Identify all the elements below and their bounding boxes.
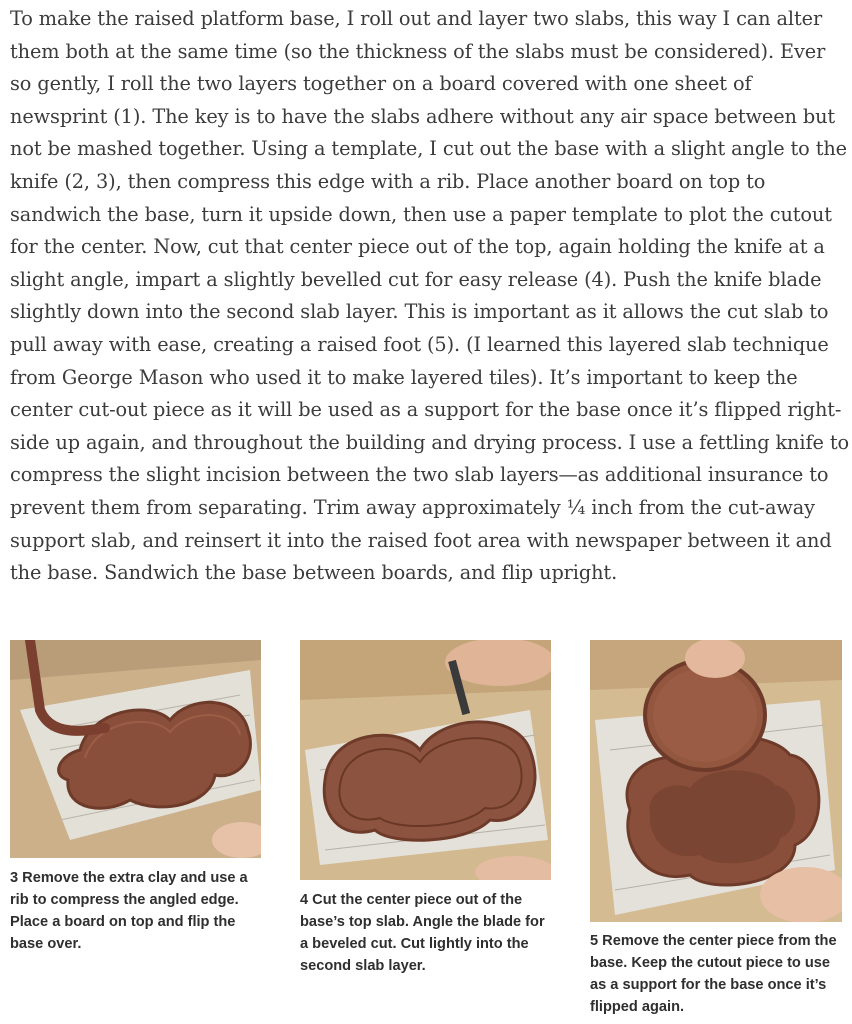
- photo-5-illustration: [590, 640, 842, 922]
- caption-figure-4: 4 Cut the center piece out of the base’s top slab. Angle the blade for a beveled cut. Cut lightly into the second slab layer.: [300, 892, 545, 974]
- caption-figure-3: 3 Remove the extra clay and use a rib to compress the angled edge. Place a board on top and flip the base over.: [10, 870, 248, 952]
- caption-figure-5: 5 Remove the center piece from the base. Keep the cutout piece to use as a support for the base once it’s flipped again.: [590, 933, 837, 1015]
- photo-rib-compressing-edge: [10, 640, 261, 858]
- photo-4-illustration: [300, 640, 551, 880]
- photo-lifting-center-piece: [590, 640, 842, 922]
- photo-3-illustration: [10, 640, 261, 858]
- article-paragraph: To make the raised platform base, I roll out and layer two slabs, this way I can alter them both at the same time (so the thickness of the slabs must be considered). Ever so gently, I roll the two layers together on a board covered with one sheet of newsprint (1). The key is to have the slabs adhere without any air space between but not be mashed together. Using a template, I cut out the base with a slight angle to the knife (2, 3), then compress this edge with a rib. Place another board on top to sandwich the base, turn it upside down, then use a paper template to plot the cutout for the center. Now, cut that center piece out of the top, again holding the knife at a slight angle, impart a slightly bevelled cut for easy release (4). Push the knife blade slightly down into the second slab layer. This is important as it allows the cut slab to pull away with ease, creating a raised foot (5). (I learned this layered slab technique from George Mason who used it to make layered tiles). It’s important to keep the center cut-out piece as it will be used as a support for the base once it’s flipped right-side up again, and throughout the building and drying process. I use a fettling knife to compress the slight incision between the two slab layers—as additional insurance to prevent them from separating. Trim away approximately ¼ inch from the cut-away support slab, and reinsert it into the raised foot area with newspaper between it and the base. Sandwich the base between boards, and flip upright.: [10, 7, 849, 585]
- photo-knife-cutting-center: [300, 640, 551, 880]
